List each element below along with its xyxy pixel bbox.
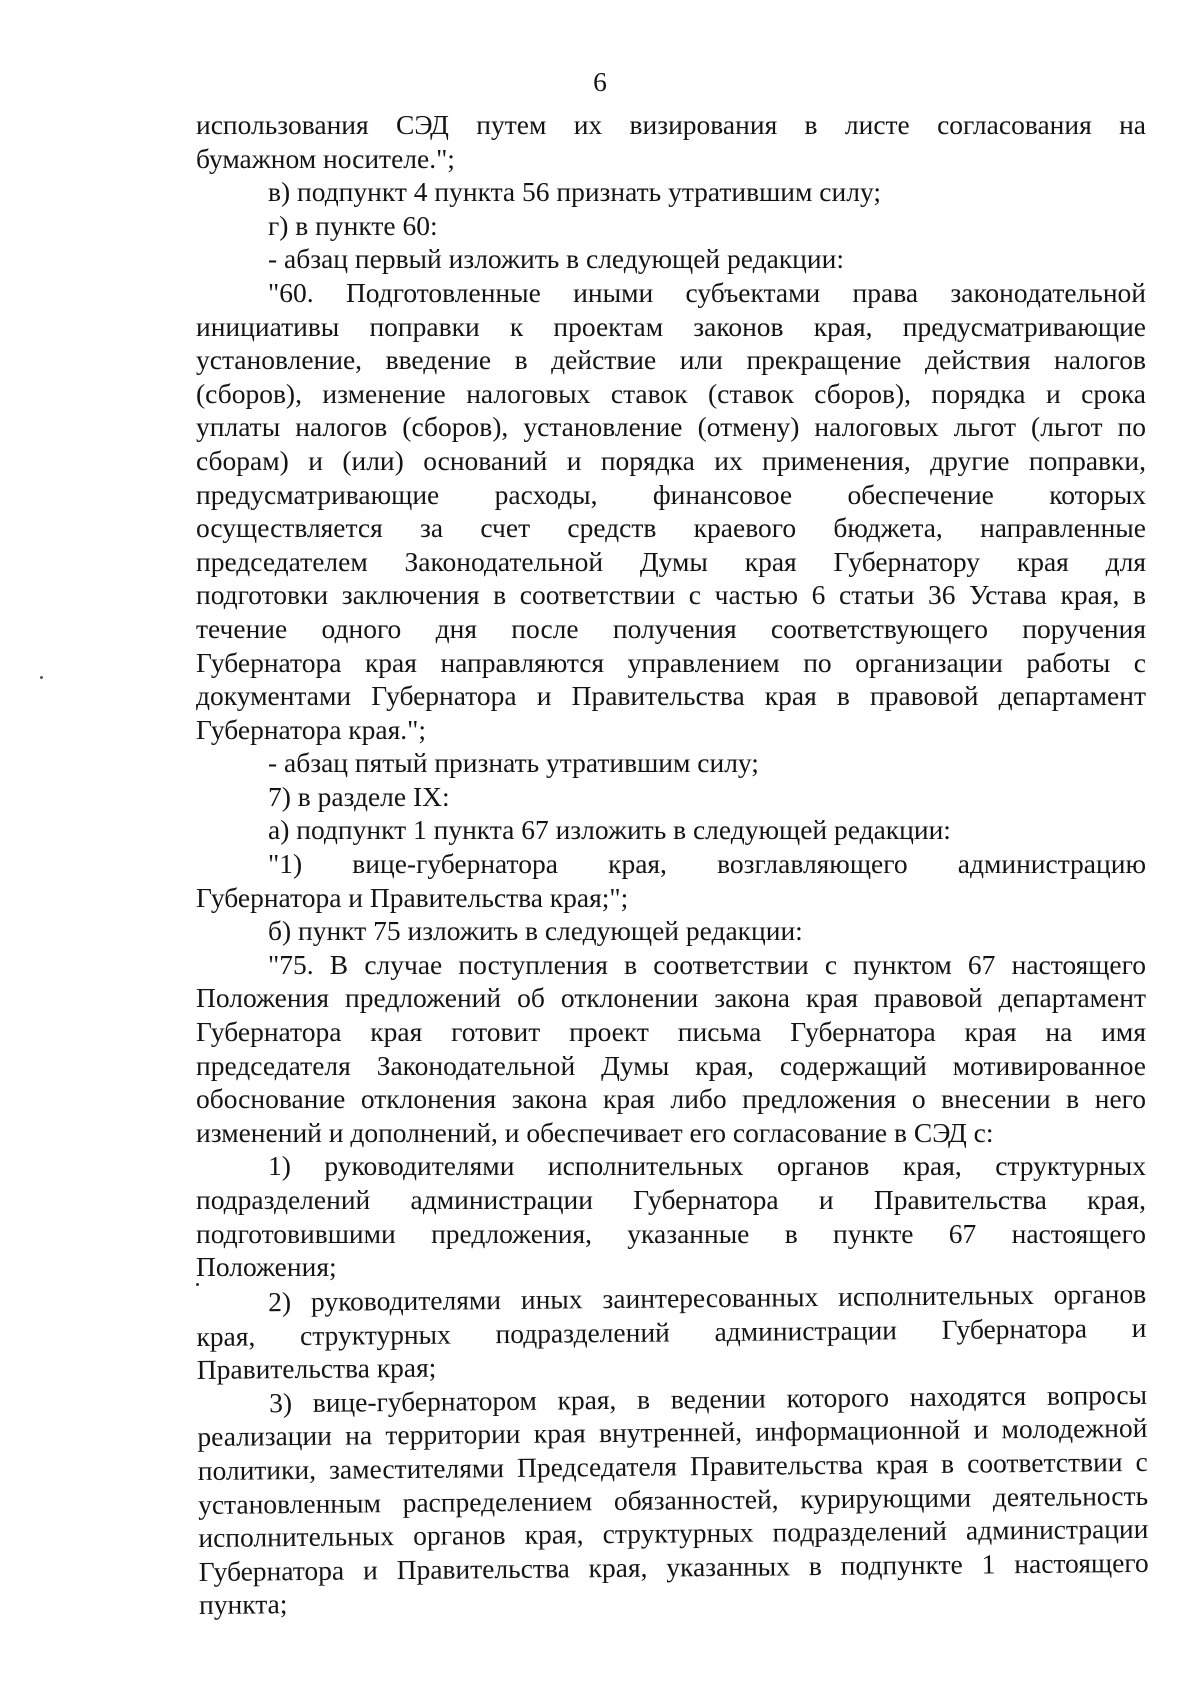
text-line: уплаты налогов (сборов), установление (отмену) налоговых льгот (льгот по xyxy=(196,411,1146,443)
paragraph xyxy=(196,1149,1146,1283)
text-line: - абзац пятый признать утратившим силу; xyxy=(268,747,759,779)
document-body xyxy=(196,108,1149,1622)
text-line: 2) руководителями иных заинтересованных исполнительных органов xyxy=(268,1277,1147,1318)
text-line: сборам) и (или) оснований и порядка их применения, другие поправки, xyxy=(196,444,1146,476)
text-line: а) подпункт 1 пункта 67 изложить в следующей редакции: xyxy=(268,814,951,846)
text-line: "1) вице-губернатора края, возглавляющего администрацию xyxy=(268,848,1146,880)
text-line: Губернатора и Правительства края;"; xyxy=(196,881,629,913)
text-line: бумажном носителе."; xyxy=(196,142,455,174)
text-line: обоснование отклонения закона края либо предложения о внесении в него xyxy=(196,1083,1146,1115)
text-line: "75. В случае поступления в соответствии с пунктом 67 настоящего xyxy=(268,948,1146,980)
text-line: б) пункт 75 изложить в следующей редакции: xyxy=(268,915,803,947)
paragraph xyxy=(196,914,1146,948)
text-line: председателя Законодательной Думы края, содержащий мотивированное xyxy=(196,1049,1146,1081)
text-line: документами Губернатора и Правительства края в правовой департамент xyxy=(196,680,1146,712)
text-line: председателем Законодательной Думы края Губернатору края для xyxy=(196,545,1146,577)
paragraph xyxy=(196,1277,1147,1387)
text-line: Губернатора края направляются управлением по организации работы с xyxy=(196,646,1146,678)
text-line: Положения предложений об отклонении закона края правовой департамент xyxy=(196,982,1146,1014)
paragraph xyxy=(196,108,1146,175)
text-line: Положения; xyxy=(196,1251,337,1283)
text-line: подготовки заключения в соответствии с частью 6 статьи 36 Устава края, в xyxy=(196,579,1146,611)
text-line: 3) вице-губернатором края, в ведении которого находятся вопросы xyxy=(268,1378,1148,1418)
paragraph xyxy=(196,847,1146,914)
text-line: в) подпункт 4 пункта 56 признать утратившим силу; xyxy=(268,176,881,208)
text-line: г) в пункте 60: xyxy=(268,209,438,241)
paragraph xyxy=(196,746,1146,780)
paragraph xyxy=(196,813,1146,847)
text-line: установленным распределением обязанностей, курирующими деятельность xyxy=(197,1479,1149,1520)
text-line: подготовившими предложения, указанные в пункте 67 настоящего xyxy=(196,1217,1146,1249)
text-line: края, структурных подразделений администрации Губернатора и xyxy=(196,1311,1147,1352)
text-line: Губернатора и Правительства края, указанных в подпункте 1 настоящего xyxy=(198,1546,1149,1587)
text-line: 1) руководителями исполнительных органов края, структурных xyxy=(268,1150,1146,1182)
text-line: политики, заместителями Председателя Правительства края в соответствии с xyxy=(197,1445,1148,1486)
text-line: установление, введение в действие или прекращение действия налогов xyxy=(196,344,1146,376)
paragraph xyxy=(197,1377,1149,1621)
text-line: течение одного дня после получения соответствующего поручения xyxy=(196,612,1146,644)
text-line: инициативы поправки к проектам законов края, предусматривающие xyxy=(196,310,1146,342)
paragraph xyxy=(196,242,1146,276)
text-line: (сборов), изменение налоговых ставок (ставок сборов), порядка и срока xyxy=(196,377,1146,409)
scan-speck xyxy=(40,676,43,679)
text-line: изменений и дополнений, и обеспечивает его согласование в СЭД с: xyxy=(196,1116,994,1148)
text-line: реализации на территории края внутренней, информационной и молодежной xyxy=(197,1412,1148,1453)
paragraph xyxy=(196,276,1146,746)
skewed-scan-region xyxy=(196,1277,1149,1622)
text-line: 7) в разделе IX: xyxy=(268,780,450,812)
text-line: Правительства края; xyxy=(196,1351,437,1385)
text-line: Губернатора края готовит проект письма Губернатора края на имя xyxy=(196,1016,1146,1048)
paragraph xyxy=(196,780,1146,814)
text-line: использования СЭД путем их визирования в листе согласования на xyxy=(196,109,1146,140)
text-line: "60. Подготовленные иными субъектами права законодательной xyxy=(268,276,1146,308)
text-line: пункта; xyxy=(198,1588,288,1621)
text-line: Губернатора края."; xyxy=(196,713,426,745)
text-line: - абзац первый изложить в следующей редакции: xyxy=(268,243,844,275)
text-line: подразделений администрации Губернатора и Правительства края, xyxy=(196,1184,1146,1215)
text-line: предусматривающие расходы, финансовое обеспечение которых xyxy=(196,478,1146,510)
page-number: 6 xyxy=(593,66,607,97)
paragraph xyxy=(196,175,1146,209)
text-line: осуществляется за счет средств краевого бюджета, направленные xyxy=(196,512,1146,544)
paragraph xyxy=(196,948,1146,1150)
paragraph xyxy=(196,209,1146,243)
text-line: исполнительных органов края, структурных подразделений администрации xyxy=(198,1512,1149,1553)
